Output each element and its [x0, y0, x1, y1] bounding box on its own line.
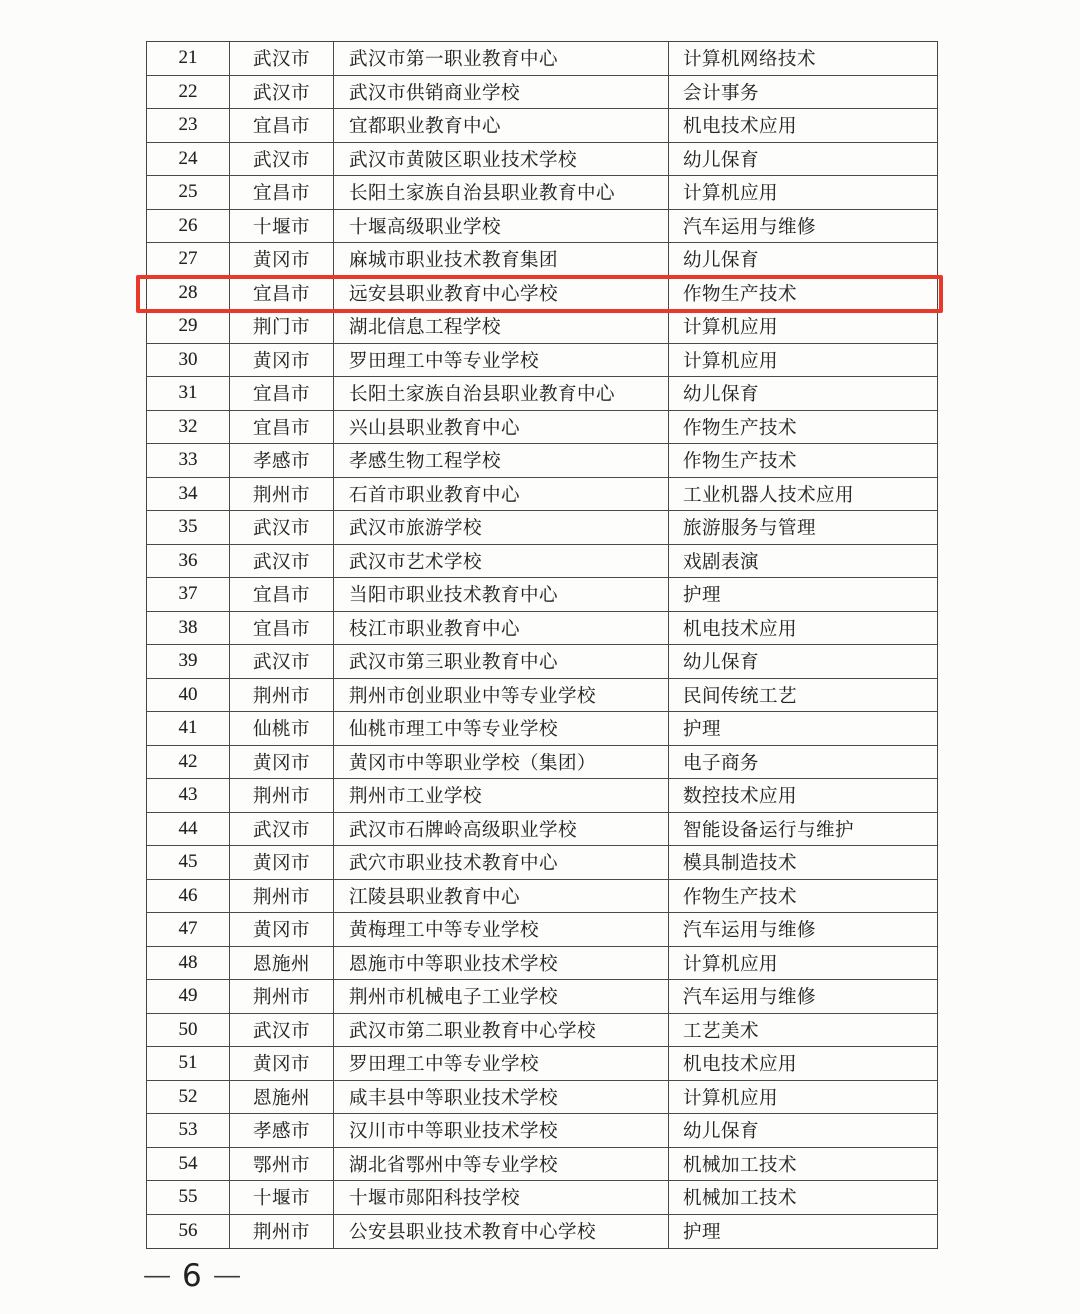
table-row [147, 913, 937, 947]
cell-city: 荆州市 [230, 1215, 334, 1249]
page-number-dash-left: — [142, 1263, 172, 1289]
cell-major: 旅游服务与管理 [683, 519, 817, 540]
cell-city: 恩施州 [230, 1081, 334, 1114]
cell-no: 37 [147, 578, 230, 611]
cell-no: 51 [147, 1047, 230, 1080]
cell-city: 宜昌市 [230, 411, 334, 444]
cell-no: 42 [147, 746, 230, 779]
cell-city: 宜昌市 [230, 277, 334, 310]
table-row [147, 1014, 937, 1048]
cell-no: 30 [147, 344, 230, 377]
table-row [147, 679, 937, 713]
cell-no: 33 [147, 444, 230, 477]
cell-no: 36 [147, 545, 230, 578]
cell-no: 25 [147, 176, 230, 209]
cell-major: 幼儿保育 [683, 385, 760, 406]
cell-school: 恩施市中等职业技术学校 [334, 947, 669, 980]
cell-school: 十堰市郧阳科技学校 [334, 1181, 669, 1214]
table-row [147, 143, 937, 177]
cell-major: 作物生产技术 [683, 887, 798, 908]
table-row [147, 779, 937, 813]
table-row [147, 277, 937, 311]
cell-school: 荆州市机械电子工业学校 [334, 980, 669, 1013]
cell-no: 40 [147, 679, 230, 712]
cell-major: 护理 [683, 586, 722, 607]
cell-no: 56 [147, 1215, 230, 1249]
cell-city: 武汉市 [230, 1014, 334, 1047]
cell-school: 罗田理工中等专业学校 [334, 1047, 669, 1080]
table-row [147, 1114, 937, 1148]
cell-major: 会计事务 [683, 83, 760, 104]
cell-school: 武汉市旅游学校 [334, 511, 669, 544]
cell-major: 作物生产技术 [683, 284, 798, 305]
cell-city: 武汉市 [230, 545, 334, 578]
table-row [147, 76, 937, 110]
table-row [147, 344, 937, 378]
cell-school: 荆州市创业职业中等专业学校 [334, 679, 669, 712]
cell-city: 黄冈市 [230, 1047, 334, 1080]
cell-major: 计算机应用 [683, 954, 779, 975]
cell-major: 计算机应用 [683, 184, 779, 205]
cell-major: 幼儿保育 [683, 150, 760, 171]
cell-major: 戏剧表演 [683, 552, 760, 573]
cell-city: 荆州市 [230, 679, 334, 712]
school-table [146, 41, 938, 1249]
cell-city: 仙桃市 [230, 712, 334, 745]
cell-no: 31 [147, 377, 230, 410]
cell-school: 武汉市艺术学校 [334, 545, 669, 578]
cell-major: 智能设备运行与维护 [683, 820, 855, 841]
cell-school: 武汉市第三职业教育中心 [334, 645, 669, 678]
cell-major: 汽车运用与维修 [683, 988, 817, 1009]
table-row [147, 1215, 937, 1249]
cell-major: 数控技术应用 [683, 787, 798, 808]
cell-no: 34 [147, 478, 230, 511]
cell-city: 武汉市 [230, 143, 334, 176]
table-row [147, 478, 937, 512]
cell-no: 35 [147, 511, 230, 544]
cell-no: 53 [147, 1114, 230, 1147]
cell-school: 兴山县职业教育中心 [334, 411, 669, 444]
cell-major: 计算机应用 [683, 318, 779, 339]
cell-school: 十堰高级职业学校 [334, 210, 669, 243]
table-row [147, 1181, 937, 1215]
cell-school: 枝江市职业教育中心 [334, 612, 669, 645]
cell-school: 武汉市黄陂区职业技术学校 [334, 143, 669, 176]
table-row [147, 109, 937, 143]
cell-school: 长阳土家族自治县职业教育中心 [334, 377, 669, 410]
table-row [147, 645, 937, 679]
cell-city: 恩施州 [230, 947, 334, 980]
cell-school: 黄梅理工中等专业学校 [334, 913, 669, 946]
cell-major: 机电技术应用 [683, 117, 798, 138]
table-row [147, 813, 937, 847]
table-row [147, 377, 937, 411]
table-row [147, 210, 937, 244]
cell-city: 黄冈市 [230, 913, 334, 946]
cell-no: 50 [147, 1014, 230, 1047]
cell-school: 湖北省鄂州中等专业学校 [334, 1148, 669, 1181]
cell-school: 武汉市第二职业教育中心学校 [334, 1014, 669, 1047]
table-row [147, 578, 937, 612]
cell-city: 武汉市 [230, 76, 334, 109]
cell-no: 28 [147, 277, 230, 310]
page-number-dash-right: — [212, 1263, 242, 1289]
cell-major: 模具制造技术 [683, 854, 798, 875]
cell-school: 宜都职业教育中心 [334, 109, 669, 142]
cell-no: 49 [147, 980, 230, 1013]
cell-no: 45 [147, 846, 230, 879]
cell-city: 黄冈市 [230, 344, 334, 377]
cell-no: 48 [147, 947, 230, 980]
cell-major: 计算机网络技术 [683, 50, 817, 71]
cell-city: 孝感市 [230, 1114, 334, 1147]
table-row [147, 1047, 937, 1081]
cell-city: 十堰市 [230, 210, 334, 243]
cell-school: 麻城市职业技术教育集团 [334, 243, 669, 276]
cell-school: 长阳土家族自治县职业教育中心 [334, 176, 669, 209]
cell-no: 27 [147, 243, 230, 276]
cell-city: 武汉市 [230, 645, 334, 678]
cell-city: 孝感市 [230, 444, 334, 477]
cell-school: 远安县职业教育中心学校 [334, 277, 669, 310]
table-row [147, 310, 937, 344]
cell-city: 荆州市 [230, 478, 334, 511]
cell-school: 当阳市职业技术教育中心 [334, 578, 669, 611]
cell-major: 作物生产技术 [683, 418, 798, 439]
table-row [147, 243, 937, 277]
cell-no: 55 [147, 1181, 230, 1214]
cell-major: 汽车运用与维修 [683, 217, 817, 238]
cell-no: 23 [147, 109, 230, 142]
cell-school: 武汉市供销商业学校 [334, 76, 669, 109]
table-row [147, 712, 937, 746]
cell-school: 罗田理工中等专业学校 [334, 344, 669, 377]
cell-major: 护理 [683, 1223, 722, 1244]
cell-no: 21 [147, 42, 230, 75]
cell-city: 宜昌市 [230, 578, 334, 611]
cell-no: 32 [147, 411, 230, 444]
cell-school: 武汉市石牌岭高级职业学校 [334, 813, 669, 846]
cell-major: 机电技术应用 [683, 1055, 798, 1076]
table-row [147, 846, 937, 880]
cell-school: 江陵县职业教育中心 [334, 880, 669, 913]
cell-school: 武穴市职业技术教育中心 [334, 846, 669, 879]
cell-no: 22 [147, 76, 230, 109]
cell-no: 39 [147, 645, 230, 678]
cell-school: 石首市职业教育中心 [334, 478, 669, 511]
cell-major: 作物生产技术 [683, 452, 798, 473]
cell-city: 宜昌市 [230, 612, 334, 645]
cell-major: 机电技术应用 [683, 619, 798, 640]
cell-no: 29 [147, 310, 230, 343]
cell-city: 黄冈市 [230, 746, 334, 779]
cell-no: 46 [147, 880, 230, 913]
cell-city: 荆州市 [230, 880, 334, 913]
cell-school: 汉川市中等职业技术学校 [334, 1114, 669, 1147]
table-row [147, 1081, 937, 1115]
cell-major: 计算机应用 [683, 351, 779, 372]
table-row [147, 545, 937, 579]
cell-school: 孝感生物工程学校 [334, 444, 669, 477]
cell-city: 黄冈市 [230, 846, 334, 879]
cell-major: 民间传统工艺 [683, 686, 798, 707]
cell-major: 工艺美术 [683, 1021, 760, 1042]
cell-city: 荆门市 [230, 310, 334, 343]
cell-major: 工业机器人技术应用 [683, 485, 855, 506]
cell-city: 十堰市 [230, 1181, 334, 1214]
table-row [147, 880, 937, 914]
cell-major: 机械加工技术 [683, 1155, 798, 1176]
cell-school: 武汉市第一职业教育中心 [334, 42, 669, 75]
table-row [147, 947, 937, 981]
cell-no: 47 [147, 913, 230, 946]
cell-school: 湖北信息工程学校 [334, 310, 669, 343]
cell-no: 52 [147, 1081, 230, 1114]
cell-no: 44 [147, 813, 230, 846]
cell-major: 幼儿保育 [683, 251, 760, 272]
cell-city: 宜昌市 [230, 109, 334, 142]
cell-school: 黄冈市中等职业学校（集团） [334, 746, 669, 779]
table-row [147, 411, 937, 445]
cell-city: 宜昌市 [230, 377, 334, 410]
table-row [147, 511, 937, 545]
cell-major: 幼儿保育 [683, 653, 760, 674]
cell-major: 汽车运用与维修 [683, 921, 817, 942]
cell-no: 26 [147, 210, 230, 243]
cell-no: 38 [147, 612, 230, 645]
cell-school: 仙桃市理工中等专业学校 [334, 712, 669, 745]
page-number [142, 1258, 242, 1294]
table-row [147, 746, 937, 780]
table-row [147, 612, 937, 646]
table-row [147, 42, 937, 76]
cell-major: 机械加工技术 [683, 1189, 798, 1210]
cell-school: 荆州市工业学校 [334, 779, 669, 812]
cell-no: 24 [147, 143, 230, 176]
cell-school: 公安县职业技术教育中心学校 [334, 1215, 669, 1249]
table-row [147, 980, 937, 1014]
cell-major: 计算机应用 [683, 1088, 779, 1109]
cell-city: 武汉市 [230, 511, 334, 544]
cell-no: 54 [147, 1148, 230, 1181]
cell-city: 武汉市 [230, 42, 334, 75]
cell-no: 41 [147, 712, 230, 745]
cell-major: 护理 [683, 720, 722, 741]
cell-major: 电子商务 [683, 753, 760, 774]
page-number-value: 6 [182, 1258, 202, 1294]
cell-city: 宜昌市 [230, 176, 334, 209]
cell-major: 幼儿保育 [683, 1122, 760, 1143]
cell-school: 咸丰县中等职业技术学校 [334, 1081, 669, 1114]
cell-city: 荆州市 [230, 980, 334, 1013]
cell-city: 荆州市 [230, 779, 334, 812]
cell-city: 黄冈市 [230, 243, 334, 276]
table-row [147, 1148, 937, 1182]
table-row [147, 444, 937, 478]
cell-city: 武汉市 [230, 813, 334, 846]
cell-no: 43 [147, 779, 230, 812]
cell-city: 鄂州市 [230, 1148, 334, 1181]
table-row [147, 176, 937, 210]
